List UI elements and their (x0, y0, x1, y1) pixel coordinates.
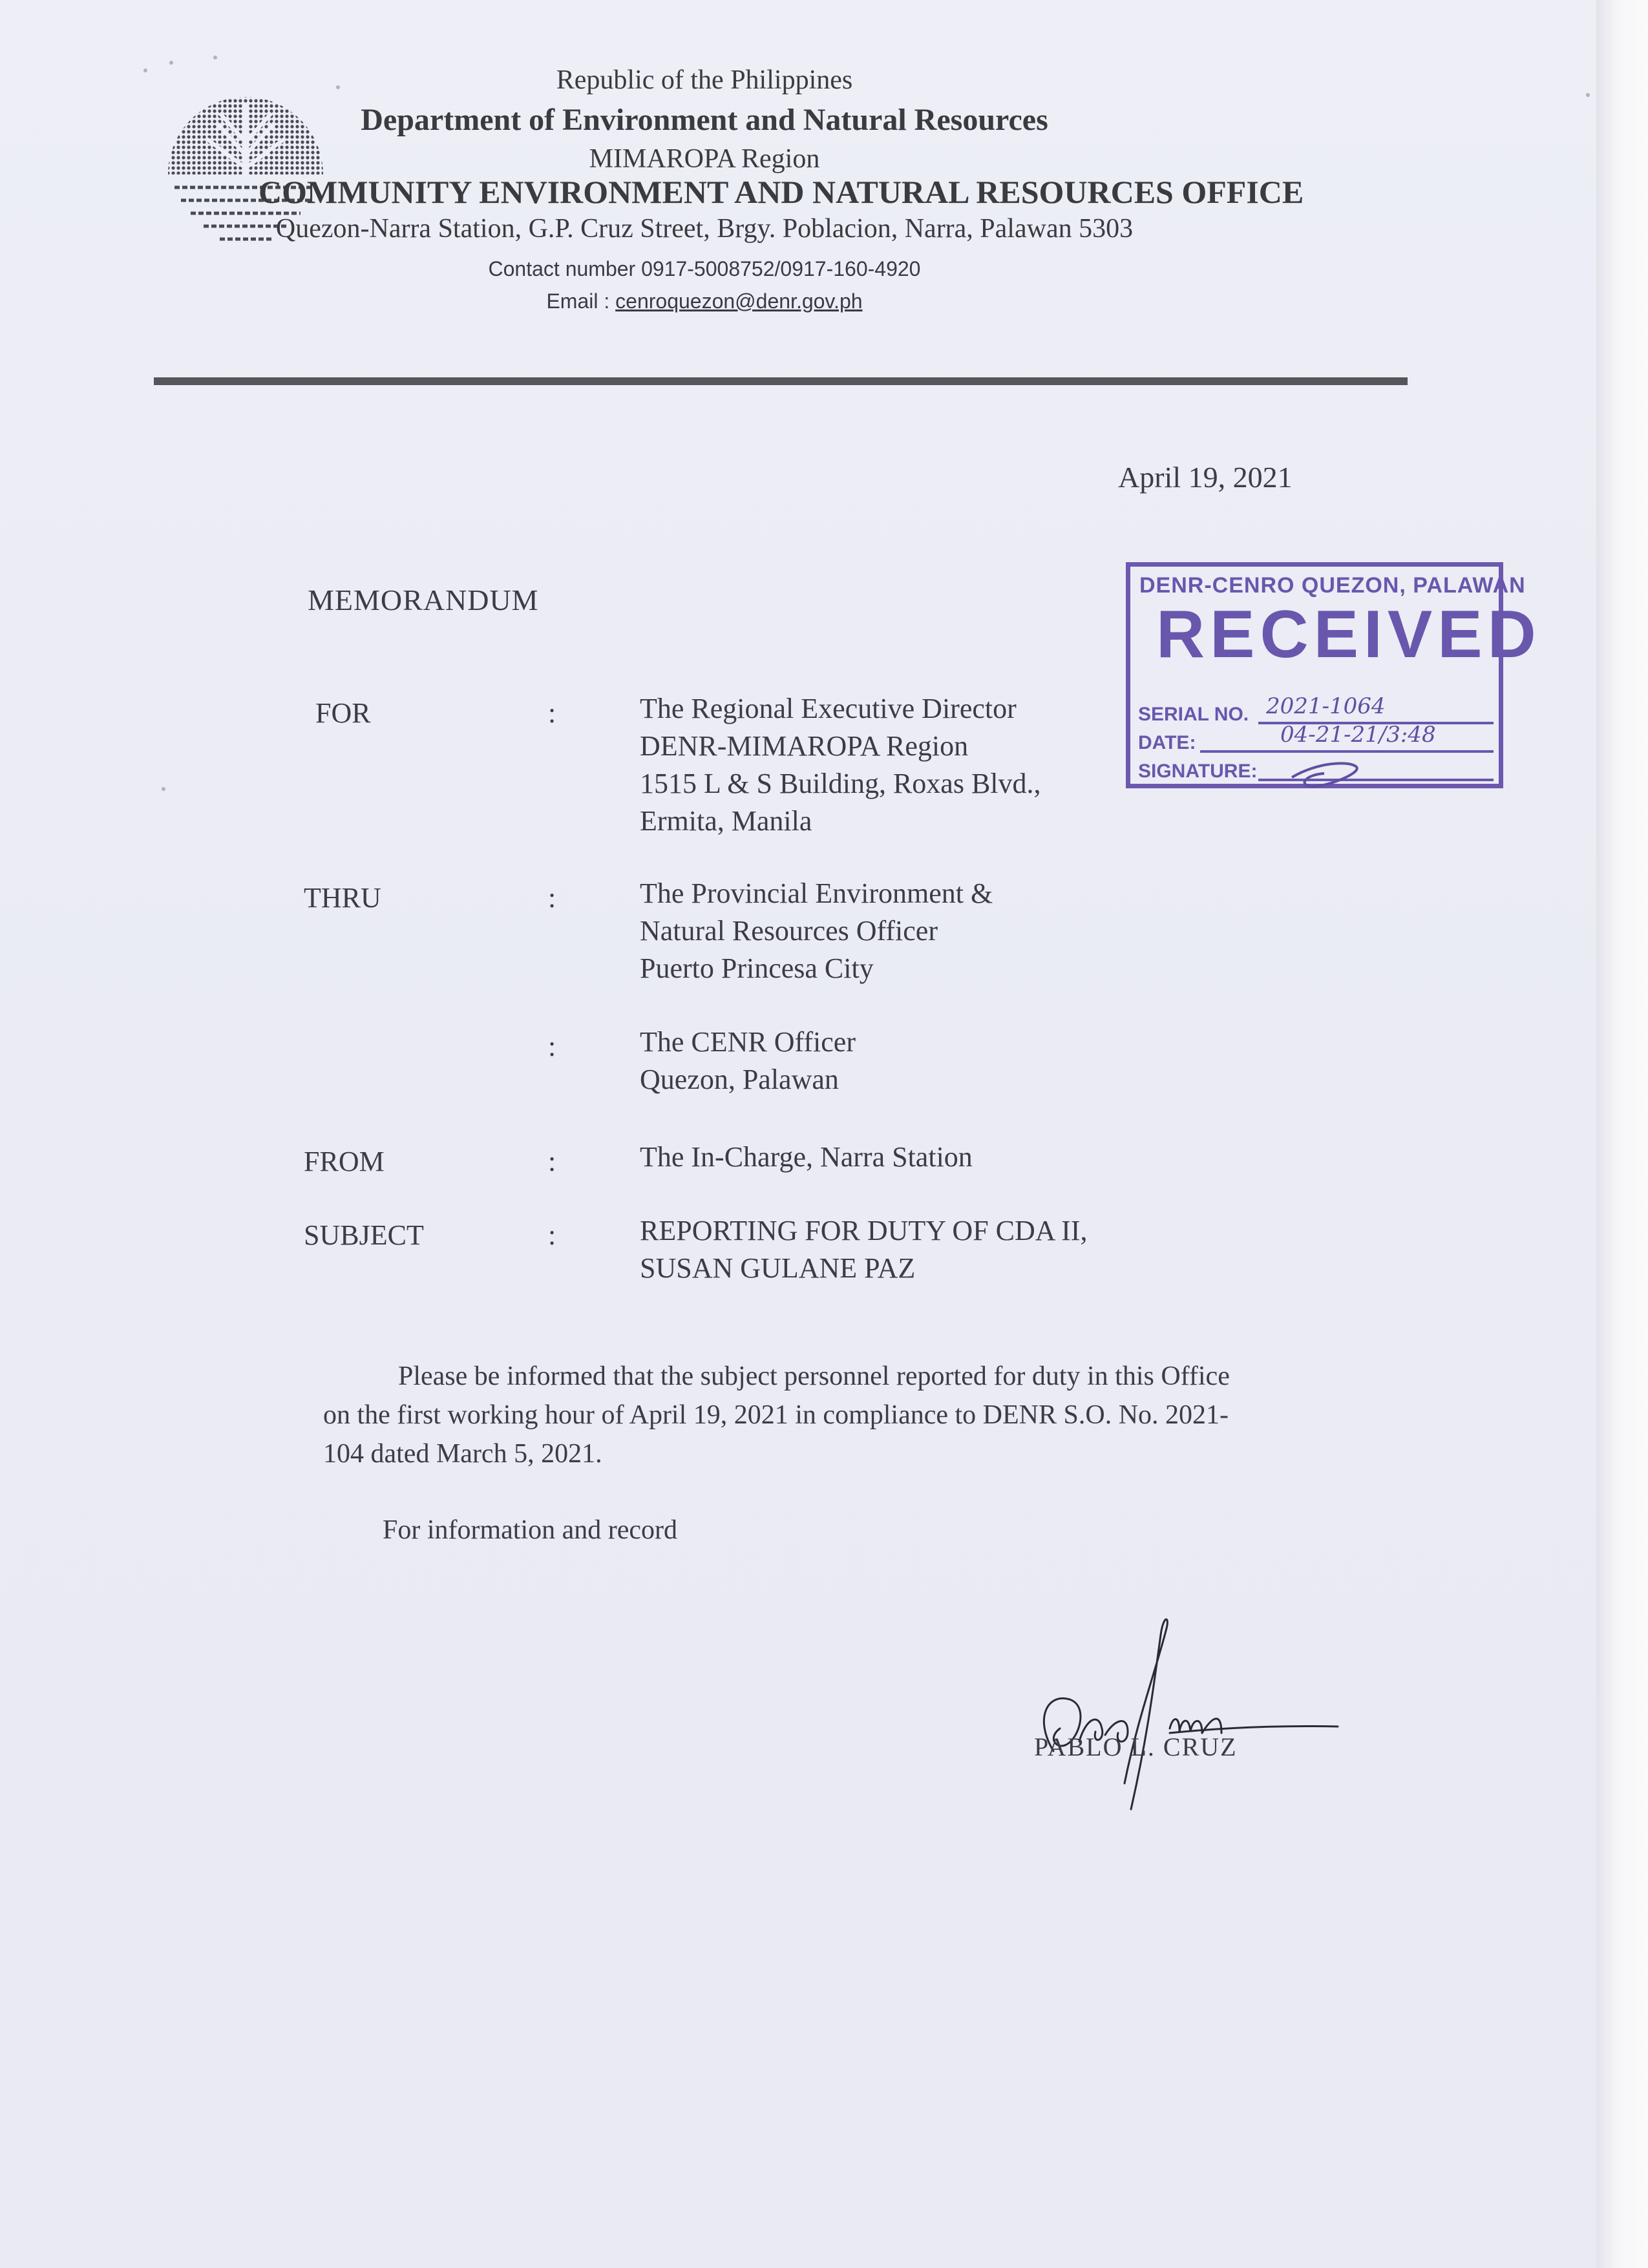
header-office: COMMUNITY ENVIRONMENT AND NATURAL RESOURCES OFFICE (259, 174, 1304, 210)
header-region: MIMAROPA Region (589, 144, 820, 174)
body-line: 104 dated March 5, 2021. (323, 1439, 602, 1469)
scan-speck (213, 56, 217, 59)
subject-text (640, 1212, 1087, 1287)
stamp-serial-value: 2021-1064 (1266, 693, 1386, 719)
thru-line: Natural Resources Officer (640, 915, 938, 947)
subject-line: SUSAN GULANE PAZ (640, 1252, 916, 1284)
stamp-signature-label: SIGNATURE: (1138, 761, 1258, 782)
for-line: DENR-MIMAROPA Region (640, 730, 969, 762)
thru-line: The Provincial Environment & (640, 877, 993, 909)
stamp-initials (1279, 749, 1369, 794)
header-email (278, 289, 1131, 313)
header-contact: Contact number 0917-5008752/0917-160-4920 (488, 257, 921, 280)
from-label: FROM (304, 1146, 385, 1177)
thru2-recipient (640, 1024, 856, 1098)
from-colon: : (548, 1146, 556, 1177)
for-colon: : (548, 697, 556, 729)
header-divider (154, 377, 1408, 385)
scan-speck (169, 61, 173, 65)
body-line: on the first working hour of April 19, 2021 in compliance to DENR S.O. No. 2021- (323, 1400, 1229, 1430)
email-link[interactable]: cenroquezon@denr.gov.ph (615, 289, 863, 313)
email-label: Email : (546, 289, 616, 313)
for-line: Ermita, Manila (640, 805, 812, 837)
scan-speck (162, 787, 165, 791)
thru-recipient (640, 875, 993, 987)
from-line: The In-Charge, Narra Station (640, 1141, 973, 1173)
header-department: Department of Environment and Natural Resources (361, 103, 1048, 137)
for-line: The Regional Executive Director (640, 693, 1017, 724)
from-sender (640, 1139, 973, 1176)
thru2-line: Quezon, Palawan (640, 1064, 839, 1095)
scan-edge (1596, 0, 1648, 2268)
for-label: FOR (315, 697, 371, 729)
memo-closing: For information and record (383, 1515, 678, 1545)
header-address: Quezon-Narra Station, G.P. Cruz Street, Brgy. Poblacion, Narra, Palawan 5303 (275, 214, 1134, 244)
thru-line: Puerto Princesa City (640, 952, 874, 984)
for-line: 1515 L & S Building, Roxas Blvd., (640, 768, 1041, 799)
thru-label: THRU (304, 882, 381, 914)
handwritten-signature (1008, 1590, 1344, 1822)
memo-title: MEMORANDUM (308, 583, 539, 616)
thru2-colon: : (548, 1031, 556, 1062)
received-stamp (1126, 562, 1541, 788)
signatory-name: PABLO L. CRUZ (1034, 1732, 1238, 1761)
for-recipient (640, 690, 1041, 840)
header-republic: Republic of the Philippines (556, 65, 853, 95)
stamp-office: DENR-CENRO QUEZON, PALAWAN (1139, 573, 1526, 598)
stamp-received: RECEIVED (1156, 597, 1541, 672)
scan-speck (1586, 93, 1590, 97)
stamp-serial-label: SERIAL NO. (1138, 704, 1249, 725)
scan-speck (143, 68, 147, 72)
memo-body (323, 1357, 1409, 1473)
stamp-date-label: DATE: (1138, 732, 1196, 753)
subject-label: SUBJECT (304, 1219, 424, 1251)
body-line: Please be informed that the subject personnel reported for duty in this Office (398, 1361, 1230, 1391)
thru-colon: : (548, 882, 556, 914)
subject-line: REPORTING FOR DUTY OF CDA II, (640, 1215, 1088, 1246)
thru2-line: The CENR Officer (640, 1026, 856, 1058)
stamp-date-value: 04-21-21/3:48 (1280, 722, 1436, 748)
subject-colon: : (548, 1219, 556, 1251)
scan-speck (336, 85, 340, 89)
memo-date: April 19, 2021 (1118, 461, 1293, 494)
